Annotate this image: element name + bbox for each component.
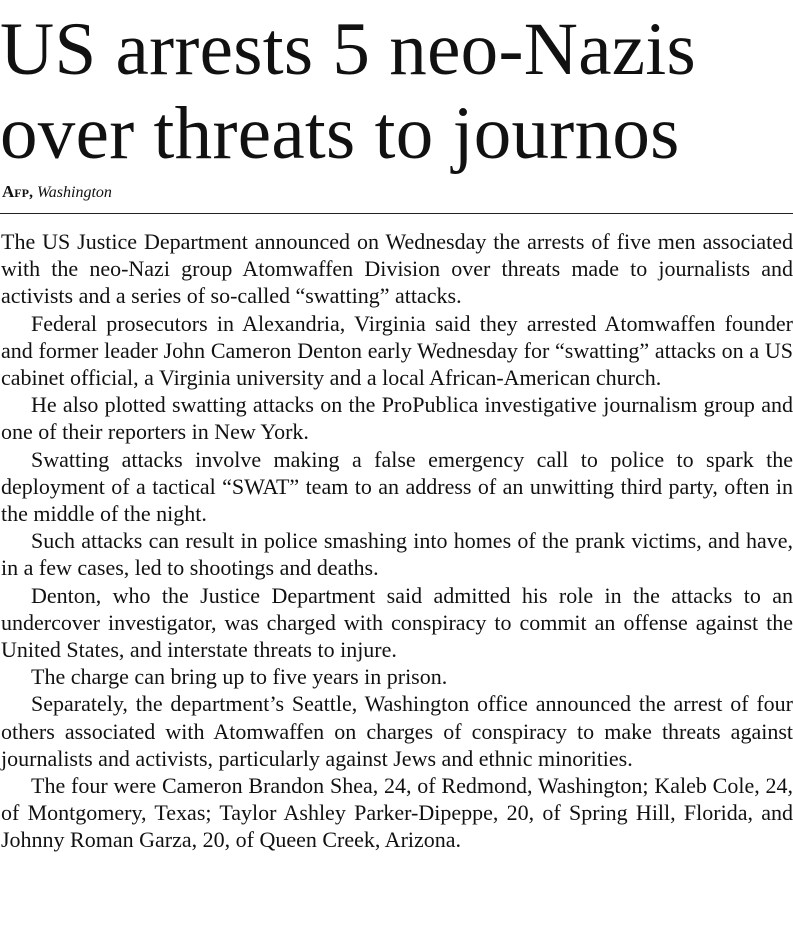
byline-agency: Afp <box>2 182 29 201</box>
paragraph-4: Swatting attacks involve making a false emergency call to police to spark the deployment of a tactical “SWAT” team to an address of an unwitting third party, often in the middle of the night. <box>1 446 793 527</box>
headline-line-2: over threats to journos <box>0 92 680 175</box>
paragraph-6: Denton, who the Justice Department said admitted his role in the attacks to an undercover investigator, was charged with conspiracy to commit an offense against the United States, and interstate threats to injure. <box>1 582 793 663</box>
byline-location: Washington <box>36 184 112 201</box>
paragraph-7: The charge can bring up to five years in prison. <box>31 664 448 690</box>
headline <box>0 8 793 176</box>
article-body <box>1 228 793 854</box>
paragraph-5: Such attacks can result in police smashing into homes of the prank victims, and have, in a few cases, led to shootings and deaths. <box>1 528 793 581</box>
paragraph-1: The US Justice Department announced on Wednesday the arrests of five men associated with the neo-Nazi group Atomwaffen Division over threats made to journalists and activists and a series of so-called “swatting” attacks. <box>1 229 793 309</box>
headline-divider <box>0 213 793 214</box>
headline-line-1: US arrests 5 neo-Nazis <box>0 8 696 91</box>
paragraph-3: He also plotted swatting attacks on the ProPublica investigative journalism group and one of their reporters in New York. <box>1 392 793 445</box>
byline-separator: , <box>28 184 33 201</box>
paragraph-8: Separately, the department’s Seattle, Washington office announced the arrest of four others associated with Atomwaffen on charges of conspiracy to make threats against journalists and activists, particularly against Jews and ethnic minorities. <box>1 691 793 771</box>
byline <box>2 181 112 204</box>
paragraph-9: The four were Cameron Brandon Shea, 24, of Redmond, Washington; Kaleb Cole, 24, of Montgomery, Texas; Taylor Ashley Parker-Dipeppe, 20, of Spring Hill, Florida, and Johnny Roman Garza, 20, of Queen Creek, Arizona. <box>1 773 793 853</box>
paragraph-2: Federal prosecutors in Alexandria, Virginia said they arrested Atomwaffen founder and former leader John Cameron Denton early Wednesday for “swatting” attacks on a US cabinet official, a Virginia university and a local African-American church. <box>1 310 793 391</box>
